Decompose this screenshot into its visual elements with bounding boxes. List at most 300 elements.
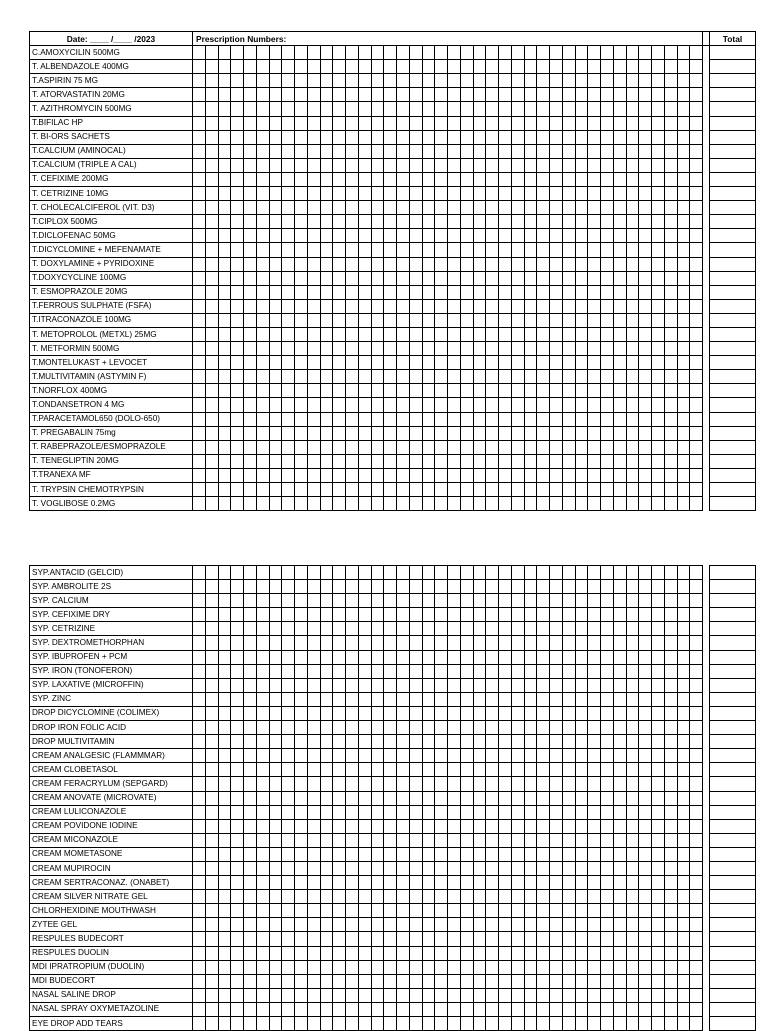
tally-cell[interactable] — [486, 497, 499, 511]
tally-cell[interactable] — [473, 285, 486, 299]
tally-cell[interactable] — [677, 580, 690, 594]
tally-cell[interactable] — [333, 819, 346, 833]
tally-cell[interactable] — [550, 988, 563, 1002]
tally-cell[interactable] — [524, 749, 537, 763]
tally-cell[interactable] — [575, 229, 588, 243]
tally-cell[interactable] — [358, 946, 371, 960]
tally-cell[interactable] — [256, 594, 269, 608]
tally-cell[interactable] — [511, 426, 524, 440]
tally-cell[interactable] — [269, 580, 282, 594]
tally-cell[interactable] — [333, 988, 346, 1002]
tally-cell[interactable] — [690, 144, 703, 158]
tally-cell[interactable] — [639, 566, 652, 580]
tally-cell[interactable] — [384, 692, 397, 706]
tally-cell[interactable] — [384, 706, 397, 720]
tally-cell[interactable] — [690, 932, 703, 946]
tally-cell[interactable] — [282, 384, 295, 398]
tally-cell[interactable] — [244, 398, 257, 412]
tally-cell[interactable] — [333, 116, 346, 130]
tally-cell[interactable] — [333, 313, 346, 327]
tally-cell[interactable] — [537, 833, 550, 847]
tally-cell[interactable] — [448, 215, 461, 229]
tally-cell[interactable] — [550, 370, 563, 384]
tally-cell[interactable] — [499, 861, 512, 875]
tally-cell[interactable] — [346, 299, 359, 313]
tally-cell[interactable] — [307, 370, 320, 384]
tally-cell[interactable] — [677, 819, 690, 833]
tally-cell[interactable] — [613, 664, 626, 678]
tally-cell[interactable] — [422, 918, 435, 932]
tally-cell[interactable] — [613, 454, 626, 468]
tally-cell[interactable] — [358, 777, 371, 791]
tally-cell[interactable] — [473, 974, 486, 988]
tally-cell[interactable] — [588, 763, 601, 777]
tally-cell[interactable] — [422, 890, 435, 904]
tally-cell[interactable] — [320, 664, 333, 678]
tally-cell[interactable] — [613, 172, 626, 186]
tally-cell[interactable] — [333, 356, 346, 370]
total-cell[interactable] — [710, 946, 756, 960]
tally-cell[interactable] — [537, 664, 550, 678]
tally-cell[interactable] — [409, 426, 422, 440]
tally-cell[interactable] — [537, 483, 550, 497]
tally-cell[interactable] — [218, 918, 231, 932]
tally-cell[interactable] — [626, 426, 639, 440]
tally-cell[interactable] — [639, 988, 652, 1002]
tally-cell[interactable] — [358, 370, 371, 384]
tally-cell[interactable] — [193, 594, 206, 608]
tally-cell[interactable] — [244, 342, 257, 356]
tally-cell[interactable] — [397, 74, 410, 88]
tally-cell[interactable] — [307, 454, 320, 468]
tally-cell[interactable] — [626, 454, 639, 468]
tally-cell[interactable] — [282, 201, 295, 215]
total-cell[interactable] — [710, 88, 756, 102]
tally-cell[interactable] — [448, 172, 461, 186]
tally-cell[interactable] — [601, 847, 614, 861]
tally-cell[interactable] — [205, 327, 218, 341]
tally-cell[interactable] — [499, 299, 512, 313]
tally-cell[interactable] — [256, 384, 269, 398]
tally-cell[interactable] — [562, 861, 575, 875]
tally-cell[interactable] — [473, 876, 486, 890]
tally-cell[interactable] — [499, 187, 512, 201]
tally-cell[interactable] — [422, 468, 435, 482]
tally-cell[interactable] — [422, 60, 435, 74]
tally-cell[interactable] — [231, 454, 244, 468]
tally-cell[interactable] — [244, 243, 257, 257]
tally-cell[interactable] — [575, 988, 588, 1002]
tally-cell[interactable] — [588, 876, 601, 890]
tally-cell[interactable] — [601, 904, 614, 918]
tally-cell[interactable] — [664, 763, 677, 777]
tally-cell[interactable] — [384, 201, 397, 215]
tally-cell[interactable] — [690, 833, 703, 847]
tally-cell[interactable] — [562, 763, 575, 777]
tally-cell[interactable] — [320, 327, 333, 341]
tally-cell[interactable] — [384, 932, 397, 946]
tally-cell[interactable] — [384, 468, 397, 482]
tally-cell[interactable] — [550, 622, 563, 636]
tally-cell[interactable] — [460, 468, 473, 482]
tally-cell[interactable] — [269, 144, 282, 158]
tally-cell[interactable] — [397, 763, 410, 777]
total-cell[interactable] — [710, 749, 756, 763]
tally-cell[interactable] — [422, 664, 435, 678]
tally-cell[interactable] — [499, 285, 512, 299]
tally-cell[interactable] — [205, 144, 218, 158]
tally-cell[interactable] — [626, 327, 639, 341]
tally-cell[interactable] — [320, 384, 333, 398]
tally-cell[interactable] — [307, 819, 320, 833]
tally-cell[interactable] — [269, 791, 282, 805]
tally-cell[interactable] — [575, 130, 588, 144]
tally-cell[interactable] — [307, 201, 320, 215]
tally-cell[interactable] — [499, 988, 512, 1002]
tally-cell[interactable] — [269, 342, 282, 356]
tally-cell[interactable] — [690, 158, 703, 172]
tally-cell[interactable] — [218, 735, 231, 749]
tally-cell[interactable] — [575, 622, 588, 636]
tally-cell[interactable] — [256, 440, 269, 454]
tally-cell[interactable] — [499, 342, 512, 356]
tally-cell[interactable] — [435, 946, 448, 960]
tally-cell[interactable] — [397, 861, 410, 875]
tally-cell[interactable] — [307, 412, 320, 426]
tally-cell[interactable] — [550, 468, 563, 482]
tally-cell[interactable] — [205, 158, 218, 172]
tally-cell[interactable] — [677, 706, 690, 720]
tally-cell[interactable] — [346, 172, 359, 186]
tally-cell[interactable] — [384, 299, 397, 313]
tally-cell[interactable] — [307, 483, 320, 497]
tally-cell[interactable] — [256, 861, 269, 875]
tally-cell[interactable] — [435, 721, 448, 735]
tally-cell[interactable] — [409, 622, 422, 636]
tally-cell[interactable] — [282, 692, 295, 706]
tally-cell[interactable] — [320, 1002, 333, 1016]
tally-cell[interactable] — [524, 201, 537, 215]
tally-cell[interactable] — [626, 243, 639, 257]
tally-cell[interactable] — [205, 608, 218, 622]
tally-cell[interactable] — [244, 356, 257, 370]
tally-cell[interactable] — [320, 692, 333, 706]
tally-cell[interactable] — [193, 650, 206, 664]
tally-cell[interactable] — [397, 497, 410, 511]
total-cell[interactable] — [710, 608, 756, 622]
tally-cell[interactable] — [690, 215, 703, 229]
tally-cell[interactable] — [409, 46, 422, 60]
tally-cell[interactable] — [562, 833, 575, 847]
tally-cell[interactable] — [588, 398, 601, 412]
tally-cell[interactable] — [244, 706, 257, 720]
tally-cell[interactable] — [320, 370, 333, 384]
tally-cell[interactable] — [486, 313, 499, 327]
tally-cell[interactable] — [652, 946, 665, 960]
tally-cell[interactable] — [435, 116, 448, 130]
tally-cell[interactable] — [486, 327, 499, 341]
tally-cell[interactable] — [601, 890, 614, 904]
tally-cell[interactable] — [295, 706, 308, 720]
tally-cell[interactable] — [511, 130, 524, 144]
tally-cell[interactable] — [218, 960, 231, 974]
tally-cell[interactable] — [397, 384, 410, 398]
tally-cell[interactable] — [218, 440, 231, 454]
tally-cell[interactable] — [601, 918, 614, 932]
total-cell[interactable] — [710, 130, 756, 144]
tally-cell[interactable] — [256, 833, 269, 847]
tally-cell[interactable] — [652, 678, 665, 692]
tally-cell[interactable] — [371, 918, 384, 932]
tally-cell[interactable] — [690, 46, 703, 60]
tally-cell[interactable] — [601, 201, 614, 215]
tally-cell[interactable] — [409, 342, 422, 356]
tally-cell[interactable] — [320, 876, 333, 890]
tally-cell[interactable] — [677, 426, 690, 440]
tally-cell[interactable] — [409, 692, 422, 706]
tally-cell[interactable] — [562, 257, 575, 271]
tally-cell[interactable] — [193, 791, 206, 805]
tally-cell[interactable] — [460, 904, 473, 918]
tally-cell[interactable] — [677, 454, 690, 468]
tally-cell[interactable] — [486, 201, 499, 215]
tally-cell[interactable] — [269, 412, 282, 426]
tally-cell[interactable] — [626, 483, 639, 497]
tally-cell[interactable] — [358, 692, 371, 706]
tally-cell[interactable] — [448, 440, 461, 454]
tally-cell[interactable] — [218, 1002, 231, 1016]
tally-cell[interactable] — [320, 440, 333, 454]
tally-cell[interactable] — [626, 497, 639, 511]
tally-cell[interactable] — [448, 356, 461, 370]
tally-cell[interactable] — [435, 692, 448, 706]
tally-cell[interactable] — [550, 116, 563, 130]
tally-cell[interactable] — [256, 819, 269, 833]
tally-cell[interactable] — [639, 88, 652, 102]
tally-cell[interactable] — [550, 791, 563, 805]
tally-cell[interactable] — [422, 1002, 435, 1016]
total-cell[interactable] — [710, 483, 756, 497]
tally-cell[interactable] — [601, 861, 614, 875]
tally-cell[interactable] — [448, 412, 461, 426]
tally-cell[interactable] — [371, 299, 384, 313]
tally-cell[interactable] — [601, 102, 614, 116]
tally-cell[interactable] — [371, 735, 384, 749]
tally-cell[interactable] — [244, 384, 257, 398]
tally-cell[interactable] — [613, 426, 626, 440]
tally-cell[interactable] — [652, 144, 665, 158]
tally-cell[interactable] — [218, 664, 231, 678]
tally-cell[interactable] — [677, 833, 690, 847]
tally-cell[interactable] — [460, 566, 473, 580]
tally-cell[interactable] — [295, 440, 308, 454]
tally-cell[interactable] — [320, 636, 333, 650]
tally-cell[interactable] — [677, 483, 690, 497]
tally-cell[interactable] — [295, 412, 308, 426]
tally-cell[interactable] — [205, 398, 218, 412]
tally-cell[interactable] — [448, 664, 461, 678]
tally-cell[interactable] — [511, 566, 524, 580]
tally-cell[interactable] — [626, 398, 639, 412]
tally-cell[interactable] — [626, 721, 639, 735]
tally-cell[interactable] — [652, 805, 665, 819]
tally-cell[interactable] — [231, 46, 244, 60]
tally-cell[interactable] — [244, 833, 257, 847]
tally-cell[interactable] — [244, 805, 257, 819]
tally-cell[interactable] — [588, 327, 601, 341]
tally-cell[interactable] — [460, 74, 473, 88]
tally-cell[interactable] — [307, 243, 320, 257]
tally-cell[interactable] — [601, 497, 614, 511]
tally-cell[interactable] — [422, 285, 435, 299]
tally-cell[interactable] — [460, 791, 473, 805]
tally-cell[interactable] — [486, 398, 499, 412]
tally-cell[interactable] — [613, 678, 626, 692]
tally-cell[interactable] — [473, 187, 486, 201]
tally-cell[interactable] — [613, 271, 626, 285]
tally-cell[interactable] — [397, 144, 410, 158]
tally-cell[interactable] — [384, 777, 397, 791]
tally-cell[interactable] — [346, 468, 359, 482]
tally-cell[interactable] — [435, 454, 448, 468]
tally-cell[interactable] — [588, 257, 601, 271]
tally-cell[interactable] — [486, 805, 499, 819]
total-cell[interactable] — [710, 876, 756, 890]
tally-cell[interactable] — [231, 440, 244, 454]
tally-cell[interactable] — [435, 777, 448, 791]
tally-cell[interactable] — [448, 819, 461, 833]
tally-cell[interactable] — [486, 974, 499, 988]
tally-cell[interactable] — [409, 215, 422, 229]
tally-cell[interactable] — [460, 721, 473, 735]
tally-cell[interactable] — [435, 74, 448, 88]
tally-cell[interactable] — [397, 116, 410, 130]
tally-cell[interactable] — [562, 426, 575, 440]
tally-cell[interactable] — [384, 678, 397, 692]
tally-cell[interactable] — [244, 468, 257, 482]
tally-cell[interactable] — [473, 172, 486, 186]
tally-cell[interactable] — [333, 946, 346, 960]
tally-cell[interactable] — [460, 215, 473, 229]
tally-cell[interactable] — [231, 426, 244, 440]
tally-cell[interactable] — [460, 130, 473, 144]
tally-cell[interactable] — [244, 201, 257, 215]
tally-cell[interactable] — [486, 988, 499, 1002]
tally-cell[interactable] — [371, 819, 384, 833]
tally-cell[interactable] — [422, 215, 435, 229]
tally-cell[interactable] — [601, 60, 614, 74]
tally-cell[interactable] — [218, 580, 231, 594]
tally-cell[interactable] — [601, 327, 614, 341]
tally-cell[interactable] — [486, 426, 499, 440]
tally-cell[interactable] — [435, 384, 448, 398]
tally-cell[interactable] — [460, 805, 473, 819]
tally-cell[interactable] — [333, 777, 346, 791]
tally-cell[interactable] — [575, 692, 588, 706]
tally-cell[interactable] — [397, 313, 410, 327]
tally-cell[interactable] — [193, 60, 206, 74]
tally-cell[interactable] — [371, 412, 384, 426]
tally-cell[interactable] — [639, 1002, 652, 1016]
tally-cell[interactable] — [244, 215, 257, 229]
tally-cell[interactable] — [409, 271, 422, 285]
tally-cell[interactable] — [677, 229, 690, 243]
tally-cell[interactable] — [499, 763, 512, 777]
tally-cell[interactable] — [690, 398, 703, 412]
tally-cell[interactable] — [639, 440, 652, 454]
tally-cell[interactable] — [537, 60, 550, 74]
tally-cell[interactable] — [550, 833, 563, 847]
tally-cell[interactable] — [282, 833, 295, 847]
tally-cell[interactable] — [371, 608, 384, 622]
tally-cell[interactable] — [333, 749, 346, 763]
tally-cell[interactable] — [524, 454, 537, 468]
tally-cell[interactable] — [333, 721, 346, 735]
tally-cell[interactable] — [524, 88, 537, 102]
tally-cell[interactable] — [588, 116, 601, 130]
tally-cell[interactable] — [550, 342, 563, 356]
tally-cell[interactable] — [435, 412, 448, 426]
tally-cell[interactable] — [537, 960, 550, 974]
tally-cell[interactable] — [333, 678, 346, 692]
tally-cell[interactable] — [562, 60, 575, 74]
tally-cell[interactable] — [690, 271, 703, 285]
total-cell[interactable] — [710, 960, 756, 974]
tally-cell[interactable] — [333, 215, 346, 229]
tally-cell[interactable] — [193, 144, 206, 158]
tally-cell[interactable] — [486, 960, 499, 974]
tally-cell[interactable] — [282, 1002, 295, 1016]
tally-cell[interactable] — [639, 342, 652, 356]
tally-cell[interactable] — [320, 229, 333, 243]
tally-cell[interactable] — [256, 398, 269, 412]
tally-cell[interactable] — [397, 904, 410, 918]
tally-cell[interactable] — [652, 622, 665, 636]
tally-cell[interactable] — [333, 692, 346, 706]
tally-cell[interactable] — [448, 890, 461, 904]
tally-cell[interactable] — [537, 749, 550, 763]
tally-cell[interactable] — [282, 706, 295, 720]
tally-cell[interactable] — [205, 384, 218, 398]
tally-cell[interactable] — [499, 215, 512, 229]
tally-cell[interactable] — [486, 890, 499, 904]
tally-cell[interactable] — [562, 650, 575, 664]
tally-cell[interactable] — [639, 201, 652, 215]
tally-cell[interactable] — [588, 468, 601, 482]
tally-cell[interactable] — [218, 483, 231, 497]
tally-cell[interactable] — [562, 46, 575, 60]
tally-cell[interactable] — [435, 327, 448, 341]
tally-cell[interactable] — [677, 46, 690, 60]
tally-cell[interactable] — [205, 622, 218, 636]
tally-cell[interactable] — [460, 412, 473, 426]
tally-cell[interactable] — [473, 692, 486, 706]
tally-cell[interactable] — [601, 285, 614, 299]
tally-cell[interactable] — [269, 608, 282, 622]
tally-cell[interactable] — [295, 974, 308, 988]
tally-cell[interactable] — [550, 594, 563, 608]
tally-cell[interactable] — [613, 144, 626, 158]
tally-cell[interactable] — [320, 861, 333, 875]
tally-cell[interactable] — [384, 483, 397, 497]
tally-cell[interactable] — [231, 664, 244, 678]
tally-cell[interactable] — [486, 791, 499, 805]
tally-cell[interactable] — [269, 187, 282, 201]
tally-cell[interactable] — [588, 706, 601, 720]
tally-cell[interactable] — [511, 483, 524, 497]
tally-cell[interactable] — [231, 890, 244, 904]
tally-cell[interactable] — [193, 187, 206, 201]
